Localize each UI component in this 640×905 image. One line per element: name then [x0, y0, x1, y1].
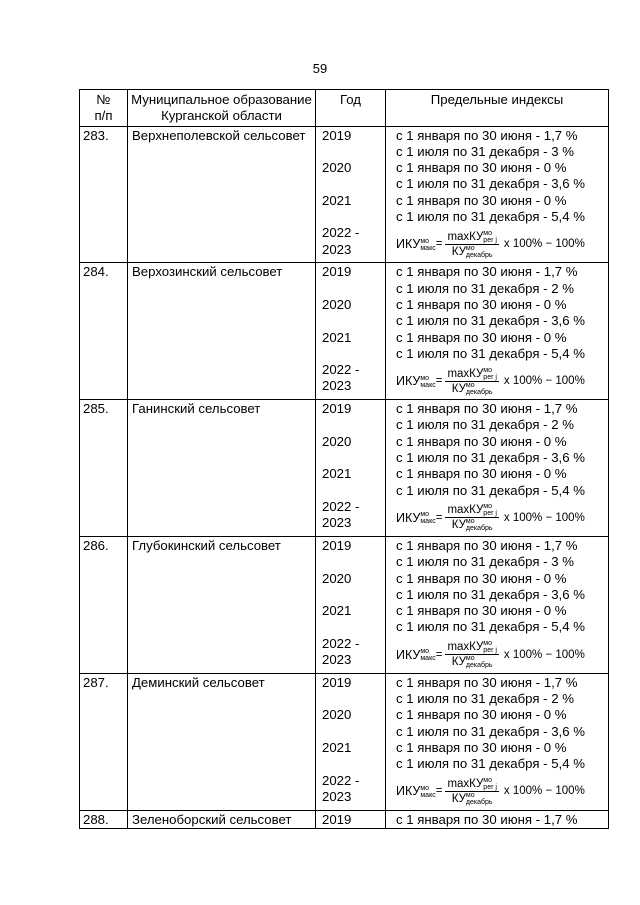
formula-denominator-sub: декабрь: [465, 799, 493, 806]
formula-denominator-text: КУ: [451, 245, 466, 258]
index-line: с 1 января по 30 июня - 0 %: [396, 192, 567, 208]
formula-numerator-text: maxКУ: [447, 504, 484, 517]
formula-numerator-scripts: [483, 640, 497, 654]
year-value: 2022 - 2023: [322, 635, 360, 668]
formula-lhs-sup: мо: [420, 237, 430, 245]
formula-numerator-text: maxКУ: [447, 367, 484, 380]
formula-numerator-scripts: [483, 777, 497, 791]
formula-lhs-sup: мо: [420, 785, 430, 793]
year-value: 2020: [322, 296, 352, 312]
formula-tail: x 100% − 100%: [503, 648, 585, 661]
municipality-name: Деминский сельсовет: [128, 673, 316, 810]
formula-equals: =: [435, 785, 443, 798]
index-line: с 1 января по 30 июня - 0 %: [396, 603, 567, 619]
formula-numerator-sup: мо: [483, 776, 493, 784]
index-line: с 1 июля по 31 декабря - 3,6 %: [396, 450, 585, 466]
formula-numerator-sub: реr j: [483, 647, 497, 655]
formula-equals: =: [435, 375, 443, 387]
formula-denominator-scripts: [466, 245, 493, 259]
index-line: с 1 января по 30 июня - 0 %: [396, 296, 567, 312]
index-line: с 1 января по 30 июня - 1,7 %: [396, 401, 578, 417]
formula-fraction: [445, 640, 498, 669]
formula-fraction: [445, 230, 498, 259]
formula-denominator-sup: мо: [465, 381, 475, 389]
index-line: с 1 июля по 31 декабря - 3,6 %: [396, 176, 585, 192]
formula-numerator: [445, 777, 498, 792]
formula-equals: =: [435, 648, 443, 661]
formula-numerator-sup: мо: [483, 366, 493, 374]
formula-lhs-scripts: [420, 785, 435, 799]
year-value: 2019: [322, 811, 352, 827]
formula-numerator-sub: реr j: [483, 510, 497, 518]
formula-fraction: [445, 777, 498, 806]
formula-denominator-sub: декабрь: [465, 251, 493, 259]
index-line: с 1 июля по 31 декабря - 3 %: [396, 554, 574, 570]
row-number: 283.: [80, 126, 128, 263]
header-indices: Предельные индексы: [386, 90, 609, 127]
year-value: 2019: [322, 264, 352, 280]
table-row: [80, 536, 609, 673]
formula-fraction: [445, 503, 498, 532]
formula-numerator: [445, 230, 498, 245]
formula-numerator-sup: мо: [483, 229, 493, 237]
row-number: 286.: [80, 536, 128, 673]
row-number: 288.: [80, 810, 128, 828]
formula-denominator-text: КУ: [451, 382, 466, 395]
row-number: 287.: [80, 673, 128, 810]
limit-index-formula: [396, 637, 608, 673]
formula-numerator-text: maxКУ: [447, 230, 484, 243]
limit-index-formula: [396, 500, 608, 536]
formula-denominator-sup: мо: [465, 792, 475, 799]
formula-lhs-scripts: [420, 648, 435, 662]
index-line: с 1 июля по 31 декабря - 3,6 %: [396, 723, 585, 739]
index-line: с 1 января по 30 июня - 0 %: [396, 570, 567, 586]
formula-denominator-scripts: [466, 655, 493, 669]
header-year: Год: [316, 90, 386, 127]
formula-denominator-scripts: [466, 518, 493, 532]
index-line: с 1 января по 30 июня - 1,7 %: [396, 674, 578, 690]
limit-index-formula: [396, 226, 608, 262]
year-value: 2021: [322, 739, 352, 755]
formula-lhs: [396, 373, 436, 389]
formula-numerator-sup: мо: [483, 640, 493, 648]
index-line: с 1 января по 30 июня - 1,7 %: [396, 264, 578, 280]
index-line: с 1 июля по 31 декабря - 5,4 %: [396, 345, 585, 361]
formula-numerator: [445, 503, 498, 518]
formula-numerator-sub: реr j: [483, 783, 497, 791]
formula-numerator-sub: реr j: [483, 373, 497, 381]
index-line: с 1 января по 30 июня - 0 %: [396, 466, 567, 482]
formula-lhs-scripts: [420, 511, 435, 525]
table-header-row: [80, 90, 609, 127]
formula-numerator-text: maxКУ: [447, 641, 484, 654]
formula-denominator-text: КУ: [451, 793, 466, 806]
table-row: [80, 810, 609, 828]
formula-denominator-sup: мо: [465, 655, 475, 663]
formula-denominator-sub: декабрь: [465, 388, 493, 396]
header-num: № п/п: [80, 90, 128, 127]
year-value: 2020: [322, 707, 352, 723]
limit-index-formula: [396, 363, 608, 399]
formula-lhs-text: ИКУ: [396, 647, 421, 662]
index-line: с 1 января по 30 июня - 1,7 %: [396, 537, 578, 553]
year-value: 2021: [322, 603, 352, 619]
index-line: с 1 января по 30 июня - 1,7 %: [396, 811, 578, 827]
years-cell: [316, 810, 386, 828]
formula-denominator-text: КУ: [451, 656, 466, 669]
formula-equals: =: [435, 511, 443, 524]
index-line: с 1 января по 30 июня - 0 %: [396, 739, 567, 755]
formula-denominator: [450, 245, 495, 259]
formula-lhs-text: ИКУ: [396, 510, 421, 525]
year-value: 2021: [322, 329, 352, 345]
indices-cell: [386, 673, 609, 810]
years-cell: [316, 126, 386, 263]
index-line: с 1 июля по 31 декабря - 5,4 %: [396, 482, 585, 498]
index-line: с 1 января по 30 июня - 0 %: [396, 433, 567, 449]
row-number: 284.: [80, 263, 128, 400]
index-line: с 1 июля по 31 декабря - 3,6 %: [396, 313, 585, 329]
table-row: [80, 263, 609, 400]
year-value: 2022 - 2023: [322, 362, 360, 394]
formula-denominator-sub: декабрь: [465, 525, 493, 533]
formula-lhs-sub: макс: [420, 381, 436, 389]
formula-fraction: [445, 367, 498, 396]
header-municipality: Муниципальное образование Курганской области: [128, 90, 316, 127]
years-cell: [316, 263, 386, 400]
municipality-name: Верхозинский сельсовет: [128, 263, 316, 400]
formula-numerator-scripts: [483, 230, 497, 244]
municipality-name: Верхнеполевской сельсовет: [128, 126, 316, 263]
formula-denominator-sup: мо: [465, 244, 475, 252]
year-value: 2021: [322, 192, 352, 208]
index-line: с 1 июля по 31 декабря - 2 %: [396, 691, 574, 707]
formula-lhs-sup: мо: [420, 648, 430, 656]
indices-cell: [386, 400, 609, 537]
formula-lhs-sup: мо: [420, 374, 430, 382]
index-line: с 1 июля по 31 декабря - 5,4 %: [396, 209, 585, 225]
formula-denominator-sub: декабрь: [465, 662, 493, 670]
year-value: 2020: [322, 433, 352, 449]
formula-lhs: [396, 510, 436, 526]
formula-numerator-text: maxКУ: [447, 778, 484, 790]
index-line: с 1 января по 30 июня - 0 %: [396, 160, 567, 176]
limit-index-formula: [396, 774, 608, 810]
year-value: 2022 - 2023: [322, 225, 360, 257]
formula-numerator-scripts: [483, 503, 497, 517]
tariff-index-table: [79, 89, 609, 829]
year-value: 2021: [322, 466, 352, 482]
formula-lhs-text: ИКУ: [396, 374, 421, 388]
municipality-name: Ганинский сельсовет: [128, 400, 316, 537]
index-line: с 1 июля по 31 декабря - 5,4 %: [396, 619, 585, 635]
formula-tail: x 100% − 100%: [503, 785, 585, 798]
formula-lhs-scripts: [420, 238, 435, 252]
formula-tail: x 100% − 100%: [503, 375, 585, 387]
year-value: 2019: [322, 401, 352, 417]
formula-denominator: [450, 518, 495, 532]
indices-cell: [386, 810, 609, 828]
index-line: с 1 июля по 31 декабря - 3 %: [396, 143, 574, 159]
formula-numerator: [445, 640, 498, 655]
year-value: 2019: [322, 537, 352, 553]
year-value: 2020: [322, 160, 352, 176]
formula-lhs-text: ИКУ: [396, 237, 421, 252]
municipality-name: Глубокинский сельсовет: [128, 536, 316, 673]
formula-denominator-text: КУ: [451, 519, 466, 532]
formula-lhs-text: ИКУ: [396, 784, 421, 799]
formula-lhs: [396, 647, 436, 663]
formula-numerator-sub: реr j: [483, 236, 497, 244]
year-value: 2019: [322, 127, 352, 143]
index-line: с 1 июля по 31 декабря - 2 %: [396, 417, 574, 433]
index-line: с 1 июля по 31 декабря - 5,4 %: [396, 756, 585, 772]
index-line: с 1 января по 30 июня - 1,7 %: [396, 127, 578, 143]
indices-cell: [386, 126, 609, 263]
formula-lhs-scripts: [420, 375, 435, 389]
year-value: 2022 - 2023: [322, 498, 360, 531]
formula-tail: x 100% − 100%: [503, 238, 585, 251]
formula-numerator: [445, 367, 498, 382]
formula-lhs: [396, 783, 436, 799]
formula-lhs-sub: макс: [420, 655, 436, 663]
formula-lhs-sup: мо: [420, 511, 430, 519]
table-row: [80, 126, 609, 263]
index-line: с 1 января по 30 июня - 0 %: [396, 707, 567, 723]
year-value: 2020: [322, 570, 352, 586]
formula-lhs-sub: макс: [420, 244, 436, 252]
index-line: с 1 июля по 31 декабря - 2 %: [396, 280, 574, 296]
page-number: 59: [312, 61, 328, 76]
formula-equals: =: [435, 238, 443, 251]
formula-lhs: [396, 236, 436, 252]
index-line: с 1 января по 30 июня - 0 %: [396, 329, 567, 345]
formula-denominator-scripts: [466, 382, 493, 396]
formula-denominator: [450, 792, 495, 806]
indices-cell: [386, 536, 609, 673]
table-body: [80, 126, 609, 828]
municipality-name: Зеленоборский сельсовет: [128, 810, 316, 828]
years-cell: [316, 400, 386, 537]
row-number: 285.: [80, 400, 128, 537]
formula-lhs-sub: макс: [420, 792, 436, 800]
years-cell: [316, 536, 386, 673]
year-value: 2022 - 2023: [322, 772, 360, 804]
years-cell: [316, 673, 386, 810]
formula-denominator: [450, 382, 495, 396]
formula-denominator-sup: мо: [465, 518, 475, 526]
formula-tail: x 100% − 100%: [503, 511, 585, 524]
formula-lhs-sub: макс: [420, 518, 436, 526]
table-row: [80, 400, 609, 537]
year-value: 2019: [322, 674, 352, 690]
table-row: [80, 673, 609, 810]
indices-cell: [386, 263, 609, 400]
index-line: с 1 июля по 31 декабря - 3,6 %: [396, 586, 585, 602]
formula-denominator: [450, 655, 495, 669]
formula-denominator-scripts: [466, 792, 493, 806]
formula-numerator-sup: мо: [483, 503, 493, 511]
formula-numerator-scripts: [483, 367, 497, 381]
